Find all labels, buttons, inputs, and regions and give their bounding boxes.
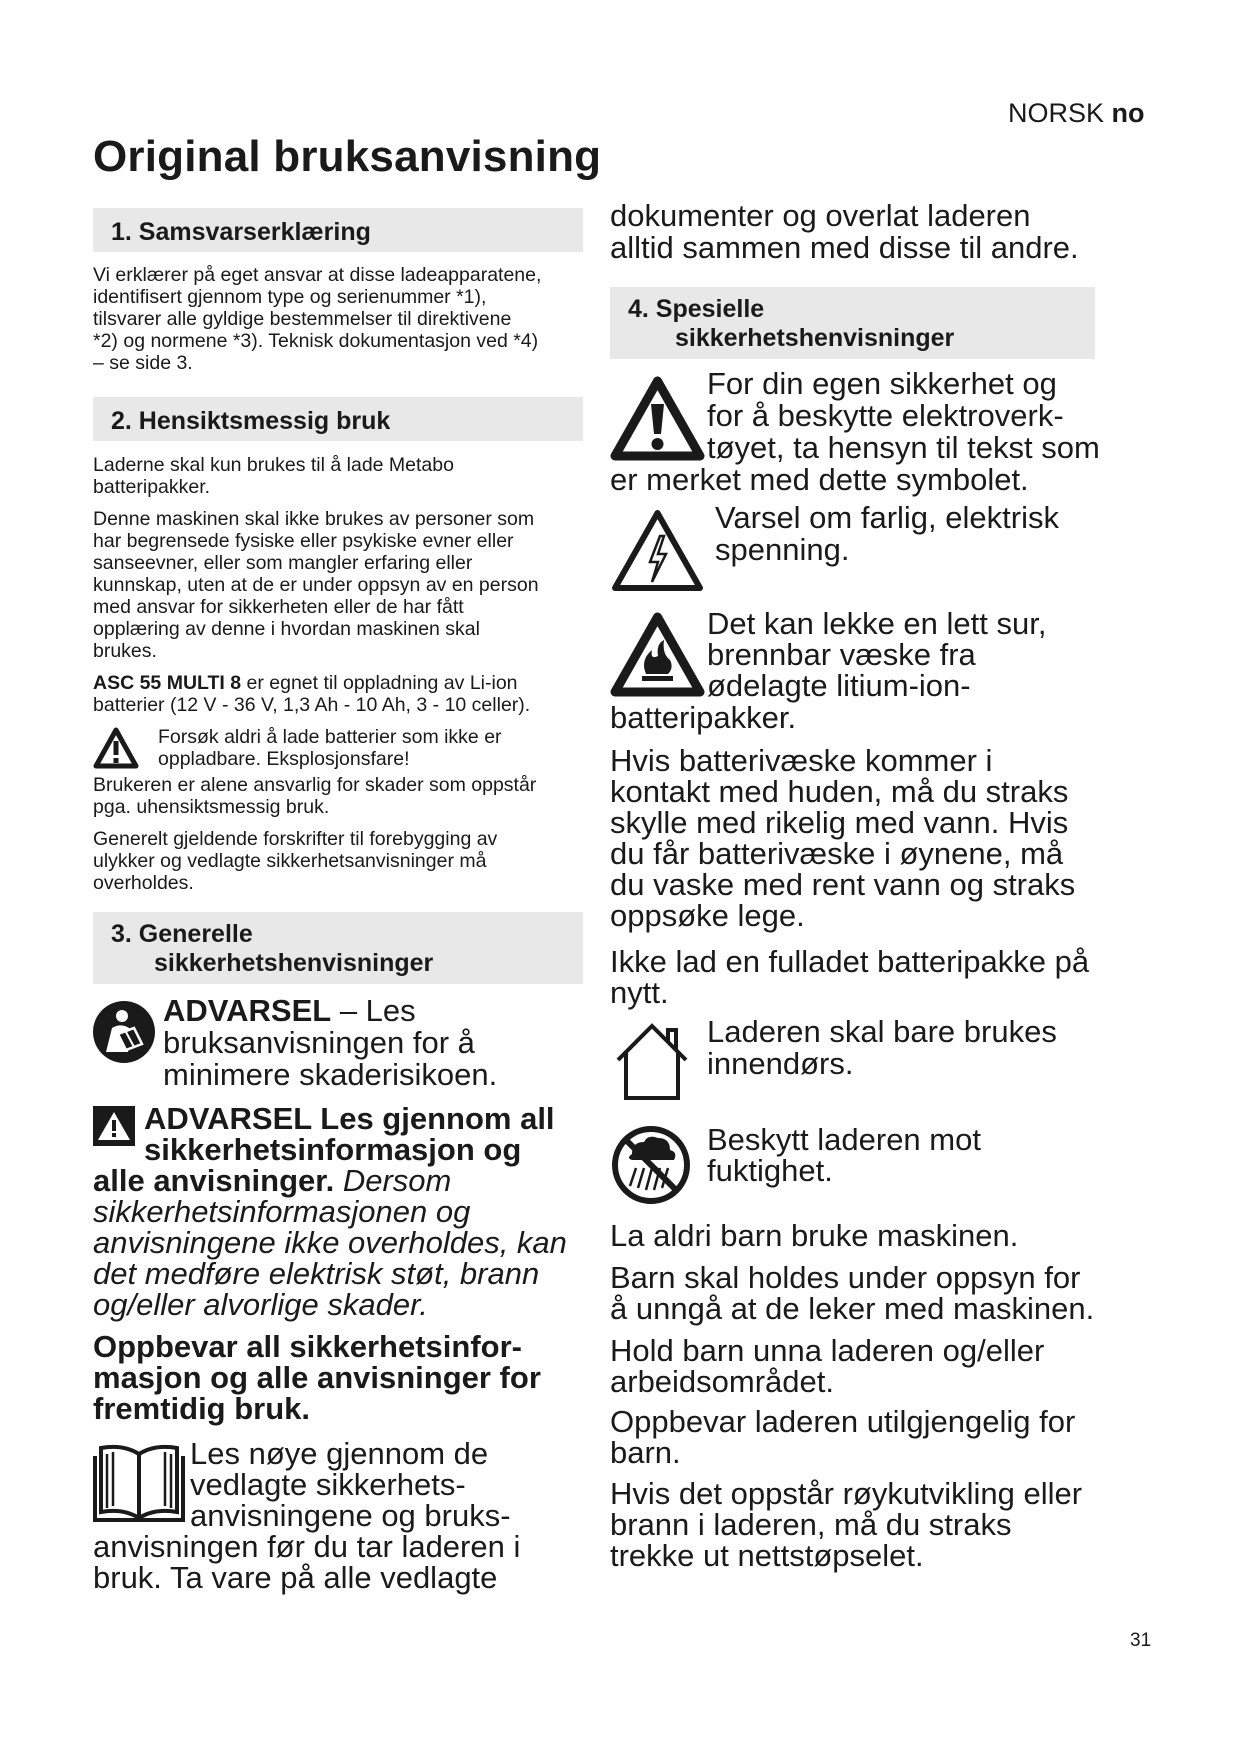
keep-instructions: Oppbevar all sikkerhetsinfor- masjon og alle anvisninger for fremtidig bruk. [93,1329,541,1426]
section-heading-4: 4. Spesielle sikkerhetshenvisninger [610,287,1095,359]
page-number: 31 [1130,1630,1152,1651]
warning-triangle-icon [610,376,705,462]
indoor-house-icon [612,1022,692,1102]
page-title: Original bruksanvisning [93,132,602,181]
adv2-line2: sikkerhetsinformasjon og [144,1132,522,1167]
language-label: NORSK no [1008,98,1145,128]
sec2-p2: Denne maskinen skal ikke brukes av personer som har begrensede fysiske eller psykiske evner eller sanseevner, eller som mangler erfaring eller kunnskap, uten at de er under oppsyn av en person med ansvar for sikkerheten eller de har fått opplæring av denne i hvordan maskinen skal brukes. [93,508,539,662]
section-heading-1: 1. Samsvarserklæring [93,208,583,252]
warn1-text-full: er merket med dette symbolet. [610,462,1029,497]
sec1-body: Vi erklærer på eget ansvar at disse ladeapparatene, identifisert gjennom type og serienummer *1), tilsvarer alle gyldige bestemmelser til direktivene *2) og normene *3). Teknisk dokumentasjon ved *4) – se side 3. [93,264,542,374]
kids-text-4: Oppbevar laderen utilgjengelig for barn. [610,1404,1076,1470]
sec2-p4: Brukeren er alene ansvarlig for skader som oppstår pga. uhensiktsmessig bruk. [93,774,537,818]
adv1-text: ADVARSEL – Les bruksanvisningen for å minimere skaderisikoen. [163,993,498,1092]
sec2-p3: ASC 55 MULTI 8 er egnet til oppladning av Li-ion batterier (12 V - 36 V, 1,3 Ah - 10 Ah, 3 - 10 celler). [93,672,531,716]
sec2-p5: Generelt gjeldende forskrifter til forebygging av ulykker og vedlagte sikkerhetsanvisninger må overholdes. [93,828,498,894]
section-heading-2: 2. Hensiktsmessig bruk [93,397,583,441]
battery-fluid-text: Hvis batterivæske kommer i kontakt med huden, må du straks skylle med rikelig med vann. Hvis du får batterivæske i øynene, må du vaske med rent vann og straks oppsøke lege. [610,743,1076,933]
adv2-line1: ADVARSEL Les gjennom all [144,1101,555,1136]
warning-box-icon [93,1106,135,1146]
kids-text-2: Barn skal holdes under oppsyn for å unngå at de leker med maskinen. [610,1260,1095,1326]
flammable-icon [610,612,705,698]
kids-text-1: La aldri barn bruke maskinen. [610,1218,1019,1253]
voltage-text: Varsel om farlig, elektrisk spenning. [715,500,1059,567]
warning-triangle-icon [93,727,139,769]
book-text-full: anvisningen før du tar laderen i bruk. Ta vare på alle vedlagte [93,1529,521,1595]
book-text-indented: Les nøye gjennom de vedlagte sikkerhets- anvisningene og bruks- [190,1436,511,1533]
sec2-p1: Laderne skal kun brukes til å lade Metabo batteripakker. [93,454,454,498]
smoke-text: Hvis det oppstår røykutvikling eller brann i laderen, må du straks trekke ut nettstøpselet. [610,1476,1083,1573]
adv2-body: alle anvisninger. Dersom sikkerhetsinformasjonen og anvisningene ikke overholdes, kan det medføre elektrisk støt, brann og/eller alvorlige skader. [93,1163,567,1322]
read-manual-icon [92,1000,156,1064]
section-heading-3: 3. Generelle sikkerhetshenvisninger [93,912,583,984]
warn1-text-indented: For din egen sikkerhet og for å beskytte elektroverk- tøyet, ta hensyn til tekst som [707,366,1100,465]
full-battery-text: Ikke lad en fulladet batteripakke på nytt. [610,944,1090,1010]
indoor-text: Laderen skal bare brukes innendørs. [707,1014,1057,1081]
leak-text-full: batteripakker. [610,700,797,735]
sec2-warning-text: Forsøk aldri å lade batterier som ikke er oppladbare. Eksplosjonsfare! [158,726,502,770]
open-book-icon [93,1442,185,1524]
kids-text-3: Hold barn unna laderen og/eller arbeidsområdet. [610,1333,1045,1399]
moisture-text: Beskytt laderen mot fuktighet. [707,1122,981,1188]
electric-hazard-icon [610,508,705,594]
no-moisture-icon [610,1124,692,1206]
continued-text: dokumenter og overlat laderen alltid sammen med disse til andre. [610,198,1079,265]
leak-text-indented: Det kan lekke en lett sur, brennbar væske fra ødelagte litium-ion- [707,606,1047,703]
